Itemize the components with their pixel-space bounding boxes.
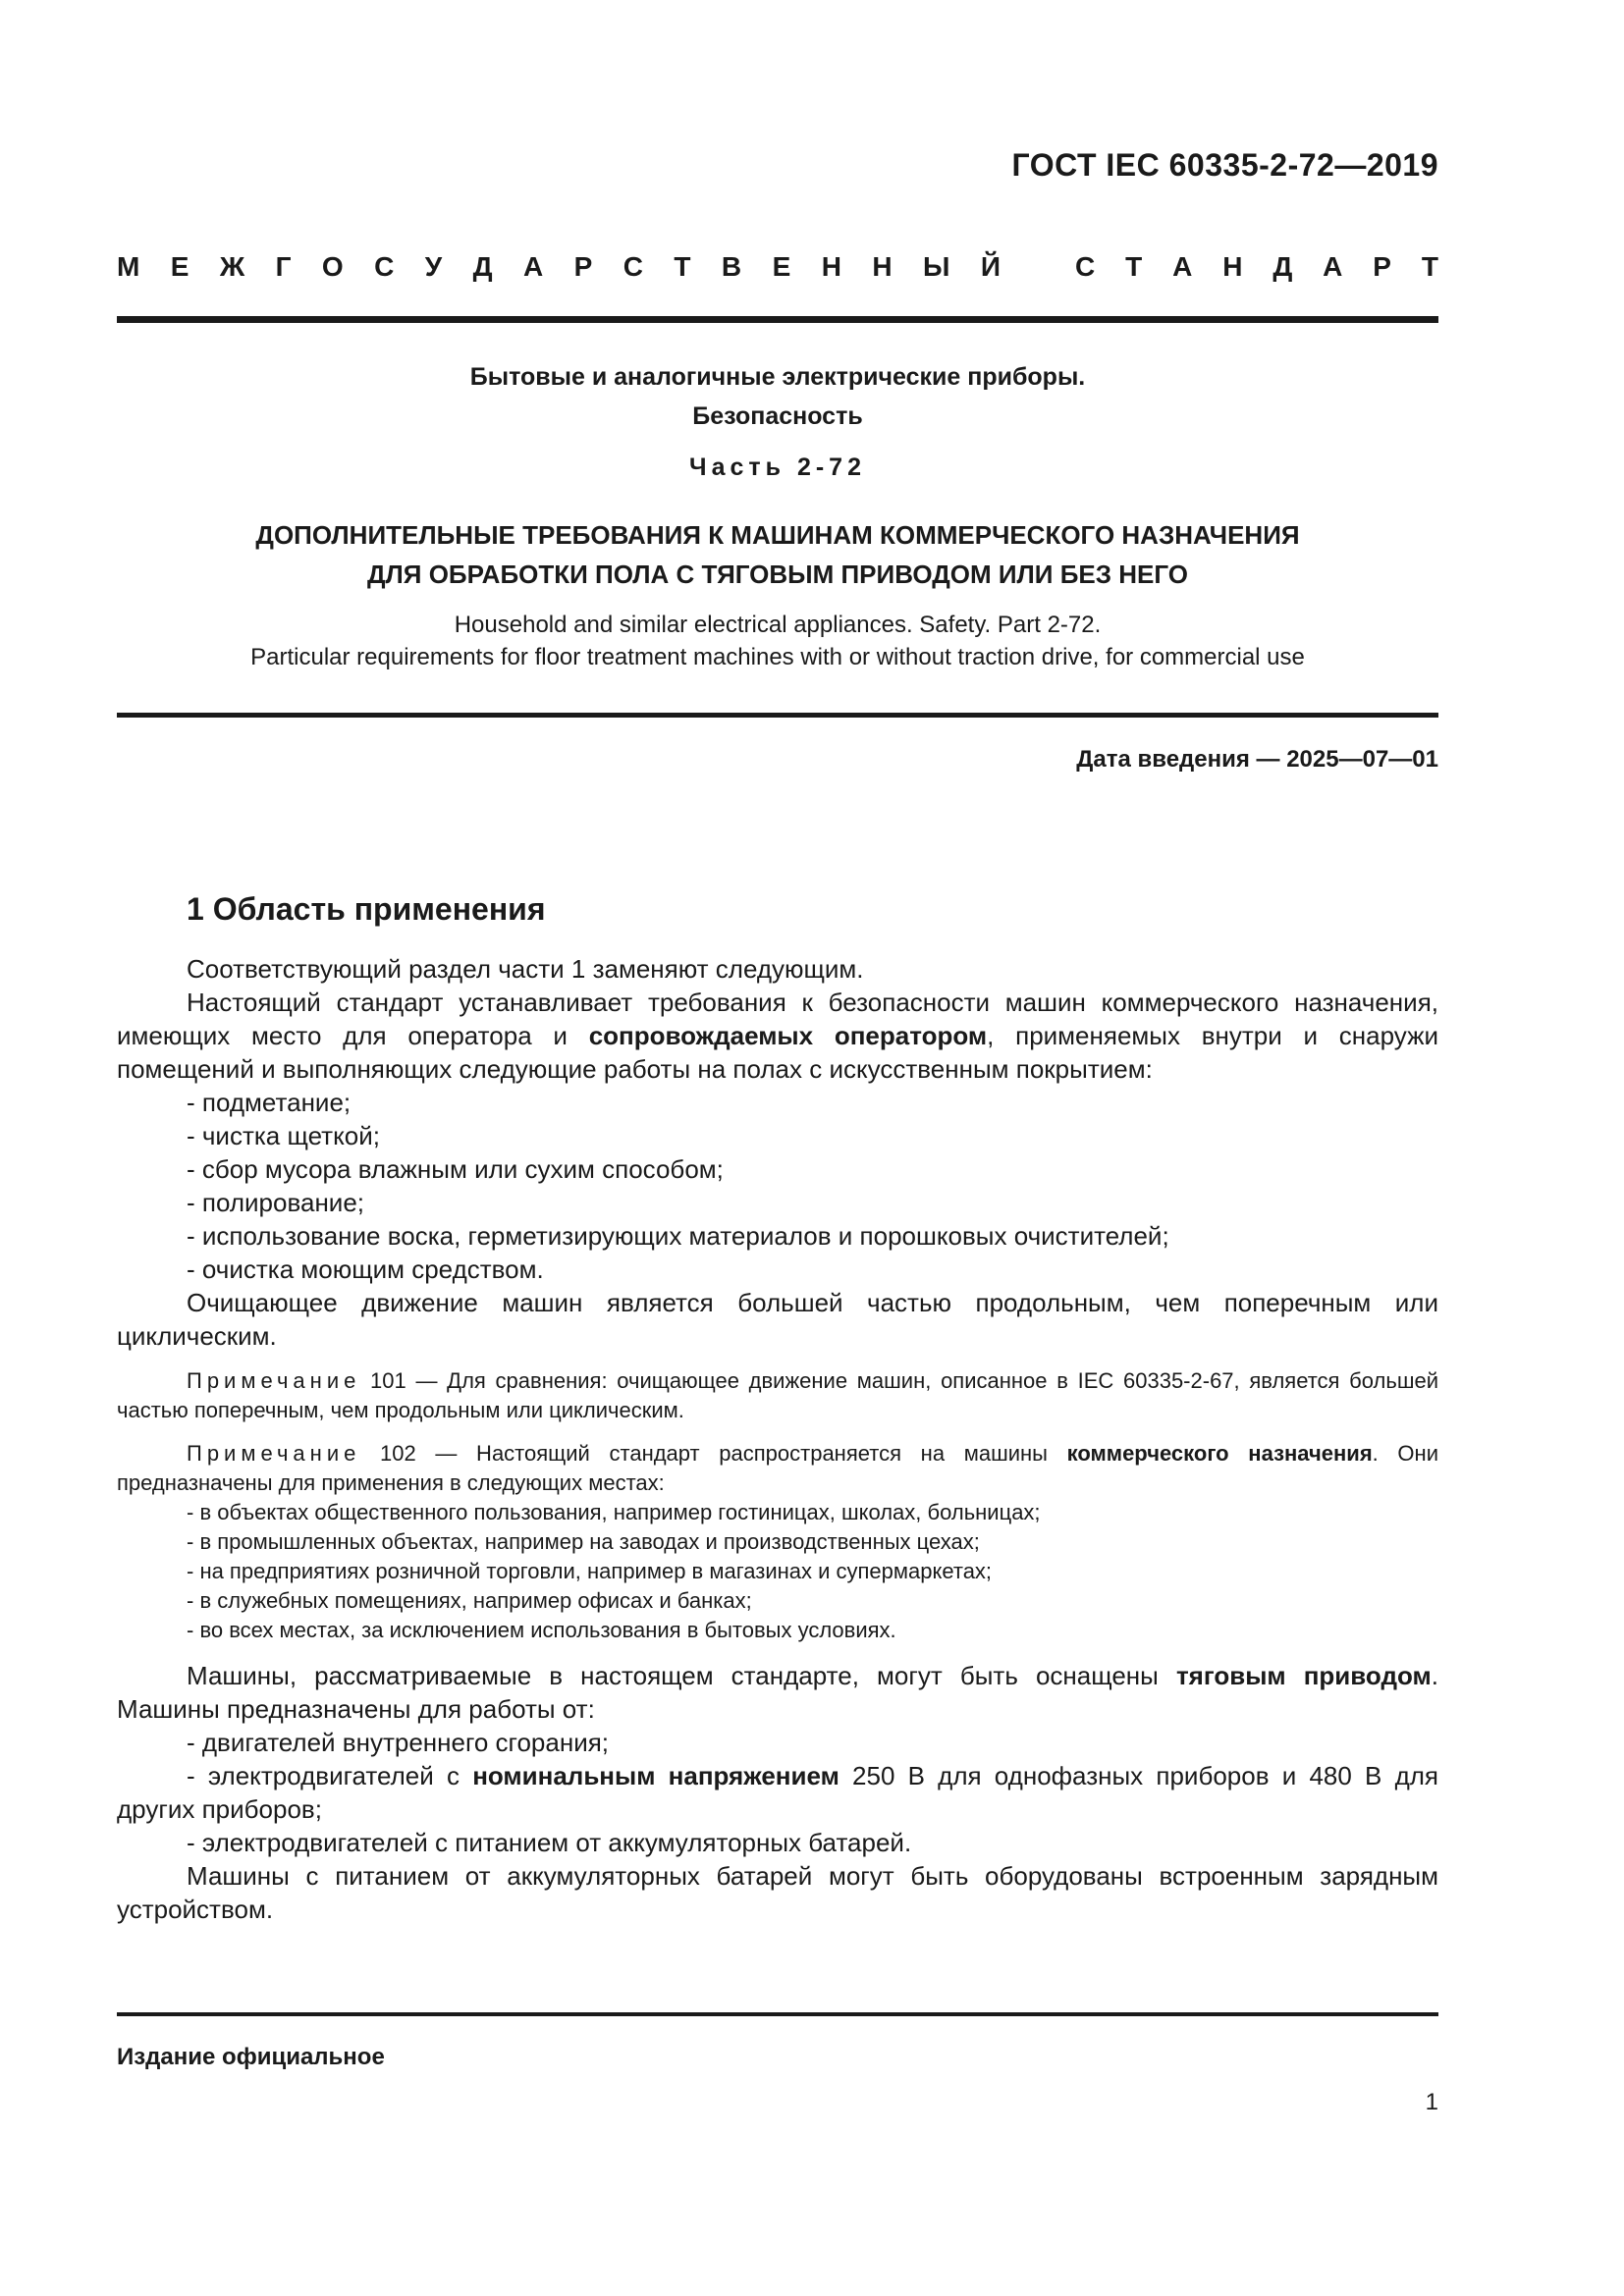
- letter: Н: [1222, 251, 1243, 282]
- special-title-line-2: ДЛЯ ОБРАБОТКИ ПОЛА С ТЯГОВЫМ ПРИВОДОМ ИЛИ БЕЗ НЕГО: [367, 560, 1188, 589]
- bold-term: сопровождаемых оператором: [588, 1021, 988, 1050]
- note-list-item: - в объектах общественного пользования, например гостиницах, школах, больницах;: [187, 1500, 1041, 1524]
- note-label: Примечание: [187, 1441, 361, 1466]
- banner-word-standard: [1075, 251, 1438, 283]
- paragraph: Соответствующий раздел части 1 заменяют следующим.: [187, 954, 864, 984]
- letter: Е: [170, 251, 189, 282]
- letter: С: [623, 251, 643, 282]
- list-item: - подметание;: [187, 1088, 352, 1117]
- paragraph: Очищающее движение машин является большей частью продольным, чем поперечным или циклическим.: [117, 1288, 1438, 1351]
- interstate-standard-banner: [117, 251, 1438, 283]
- introduction-date: Дата введения — 2025—07—01: [1076, 746, 1438, 773]
- edition-label: Издание официальное: [117, 2044, 385, 2070]
- note-102: Примечание 102 — Настоящий стандарт распространяется на машины коммерческого назначения. Они предназначены для применения в следующих местах:: [117, 1441, 1438, 1495]
- letter: Г: [275, 251, 292, 282]
- letter: А: [1323, 251, 1343, 282]
- english-title-line-2: Particular requirements for floor treatment machines with or without traction drive, for commercial use: [250, 644, 1305, 670]
- page-number: 1: [1425, 2089, 1438, 2115]
- letter: Н: [872, 251, 893, 282]
- section-body: [117, 952, 1438, 1926]
- note-101: Примечание 101 — Для сравнения: очищающее движение машин, описанное в IEC 60335-2-67, является большей частью поперечным, чем продольным или циклическим.: [117, 1368, 1438, 1422]
- title-line-1: Бытовые и аналогичные электрические приборы.: [469, 363, 1086, 391]
- list-item: - двигателей внутреннего сгорания;: [187, 1728, 610, 1757]
- letter: А: [1172, 251, 1193, 282]
- special-requirements-title: [117, 515, 1438, 594]
- letter: Ж: [219, 251, 245, 282]
- paragraph: Машины с питанием от аккумуляторных батарей могут быть оборудованы встроенным зарядным устройством.: [117, 1861, 1438, 1924]
- letter: Р: [1373, 251, 1391, 282]
- letter: Р: [573, 251, 593, 282]
- letter: А: [522, 251, 544, 282]
- letter: Т: [1125, 251, 1143, 282]
- letter: Е: [772, 251, 791, 282]
- note-list-item: - во всех местах, за исключением использования в бытовых условиях.: [187, 1618, 896, 1642]
- list-item: - полирование;: [187, 1188, 365, 1217]
- title-block: [117, 357, 1438, 436]
- letter: О: [321, 251, 344, 282]
- letter: У: [424, 251, 443, 282]
- list-item: - сбор мусора влажным или сухим способом;: [187, 1154, 724, 1184]
- list-item: - чистка щеткой;: [187, 1121, 380, 1150]
- special-title-line-1: ДОПОЛНИТЕЛЬНЫЕ ТРЕБОВАНИЯ К МАШИНАМ КОММЕРЧЕСКОГО НАЗНАЧЕНИЯ: [255, 520, 1300, 550]
- banner-word-interstate: [117, 251, 1001, 283]
- english-title-line-1: Household and similar electrical appliances. Safety. Part 2-72.: [454, 612, 1102, 638]
- letter: Н: [821, 251, 841, 282]
- letter: Т: [1421, 251, 1438, 282]
- note-label: Примечание: [187, 1368, 361, 1393]
- letter: Д: [472, 251, 493, 282]
- english-title: [117, 609, 1438, 673]
- list-item: - использование воска, герметизирующих материалов и порошковых очистителей;: [187, 1221, 1169, 1251]
- gost-number: ГОСТ IEC 60335-2-72—2019: [1011, 147, 1438, 183]
- letter: Ы: [923, 251, 950, 282]
- letter: Й: [980, 251, 1001, 282]
- bold-term: коммерческого назначения: [1066, 1441, 1373, 1466]
- letter: С: [374, 251, 395, 282]
- letter: С: [1075, 251, 1096, 282]
- bold-term: номинальным напряжением: [472, 1761, 839, 1790]
- title-line-2: Безопасность: [692, 402, 863, 430]
- paragraph: Машины, рассматриваемые в настоящем стандарте, могут быть оснащены тяговым приводом. Машины предназначены для работы от:: [117, 1661, 1438, 1724]
- top-divider: [117, 316, 1438, 323]
- list-item: - электродвигателей с номинальным напряжением 250 В для однофазных приборов и 480 В для других приборов;: [117, 1761, 1438, 1824]
- note-list-item: - в промышленных объектах, например на заводах и производственных цехах;: [187, 1529, 980, 1554]
- note-list-item: - в служебных помещениях, например офисах и банках;: [187, 1588, 752, 1613]
- note-list-item: - на предприятиях розничной торговли, например в магазинах и супермаркетах;: [187, 1559, 993, 1583]
- letter: В: [721, 251, 742, 282]
- letter: М: [117, 251, 140, 282]
- paragraph: Настоящий стандарт устанавливает требования к безопасности машин коммерческого назначения, имеющих место для оператора и сопровождаемых оператором, применяемых внутри и снаружи помещений и выполняющих следующие работы на полах с искусственным покрытием:: [117, 988, 1438, 1084]
- part-label: Часть 2-72: [689, 454, 866, 481]
- list-item: - очистка моющим средством.: [187, 1255, 544, 1284]
- letter: Т: [674, 251, 691, 282]
- bottom-divider: [117, 2012, 1438, 2016]
- list-item: - электродвигателей с питанием от аккумуляторных батарей.: [187, 1828, 912, 1857]
- letter: Д: [1272, 251, 1293, 282]
- bold-term: тяговым приводом: [1175, 1661, 1432, 1690]
- section-heading: 1 Область применения: [187, 891, 546, 927]
- middle-divider: [117, 713, 1438, 718]
